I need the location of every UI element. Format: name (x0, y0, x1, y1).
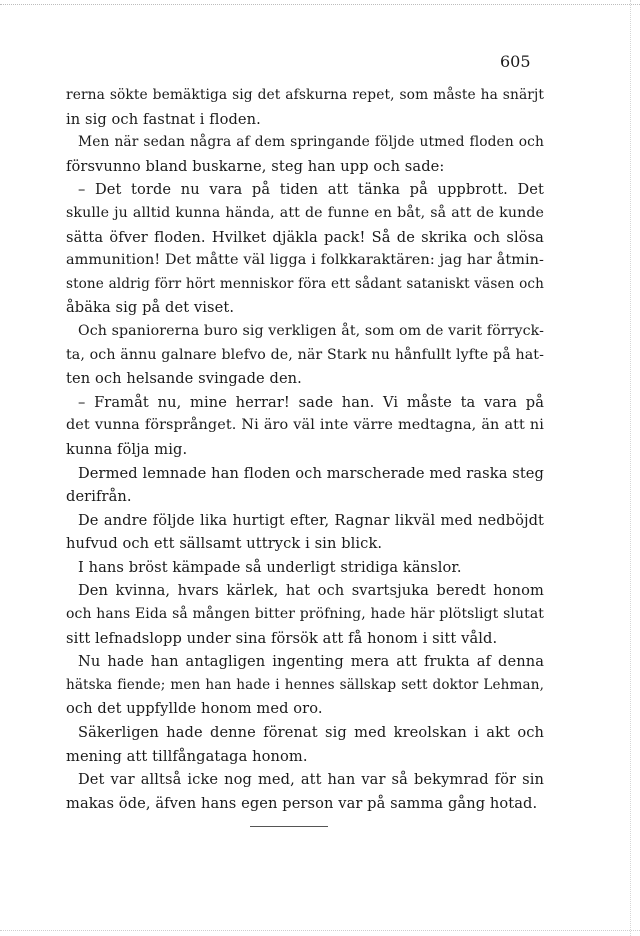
text-line: skulle ju alltid kunna hända, att de funne en båt, så att de kunde (66, 204, 544, 221)
text-line: ten och helsande svingade den. (66, 370, 302, 388)
text-line: mening att tillfångataga honom. (66, 747, 308, 765)
page-number: 605 (500, 52, 531, 71)
text-line: försvunno bland buskarne, steg han upp och sade: (66, 157, 445, 175)
text-line: Och spaniorerna buro sig verkligen åt, som om de varit förryck- (78, 322, 544, 339)
text-line: I hans bröst kämpade så underligt stridiga känslor. (78, 558, 462, 576)
text-line: Säkerligen hade denne förenat sig med kreolskan i akt och (78, 724, 544, 742)
text-line: hufvud och ett sällsamt uttryck i sin blick. (66, 535, 383, 553)
text-line: det vunna försprånget. Ni äro väl inte värre medtagna, än att ni (66, 417, 544, 434)
text-line: makas öde, äfven hans egen person var på samma gång hotad. (66, 794, 538, 812)
text-line: och det uppfyllde honom med oro. (66, 700, 323, 718)
text-line: – Det torde nu vara på tiden att tänka på uppbrott. Det (78, 181, 544, 199)
text-line: Dermed lemnade han floden och marscherade med raska steg (78, 464, 544, 482)
text-line: Det var alltså icke nog med, att han var så bekymrad för sin (78, 771, 544, 789)
text-line: derifrån. (66, 488, 132, 506)
text-line: ta, och ännu galnare blefvo de, när Stark nu hånfullt lyfte på hat- (66, 346, 544, 363)
scan-right-edge (630, 0, 631, 936)
scan-bottom-edge (0, 930, 640, 931)
text-line: sätta öfver floden. Hvilket djäkla pack! Så de skrika och slösa (66, 228, 544, 246)
text-line: och hans Eida så mången bitter pröfning, hade här plötsligt slutat (66, 606, 544, 623)
end-rule (250, 826, 328, 827)
text-line: rerna sökte bemäktiga sig det afskurna repet, som måste ha snärjt (66, 87, 544, 103)
body-text (66, 84, 544, 815)
text-line: stone aldrig förr hört menniskor föra ett sådant sataniskt väsen och (66, 275, 544, 292)
text-line: kunna följa mig. (66, 440, 188, 458)
text-line: Men när sedan några af dem springande följde utmed floden och (78, 134, 544, 151)
text-line: Nu hade han antagligen ingenting mera att frukta af denna (78, 653, 544, 671)
text-line: ammunition! Det måtte väl ligga i folkkaraktären: jag har åtmin- (66, 252, 544, 269)
text-line: – Framåt nu, mine herrar! sade han. Vi måste ta vara på (78, 393, 544, 411)
text-line: Den kvinna, hvars kärlek, hat och svartsjuka beredt honom (78, 582, 544, 600)
text-line: De andre följde lika hurtigt efter, Ragnar likväl med nedböjdt (78, 511, 544, 529)
scan-top-edge (0, 4, 640, 5)
text-line: åbäka sig på det viset. (66, 299, 235, 317)
text-line: hätska fiende; men han hade i hennes sällskap sett doktor Lehman, (66, 676, 544, 693)
text-line: sitt lefnadslopp under sina försök att få honom i sitt våld. (66, 629, 498, 647)
text-line: in sig och fastnat i floden. (66, 110, 261, 128)
